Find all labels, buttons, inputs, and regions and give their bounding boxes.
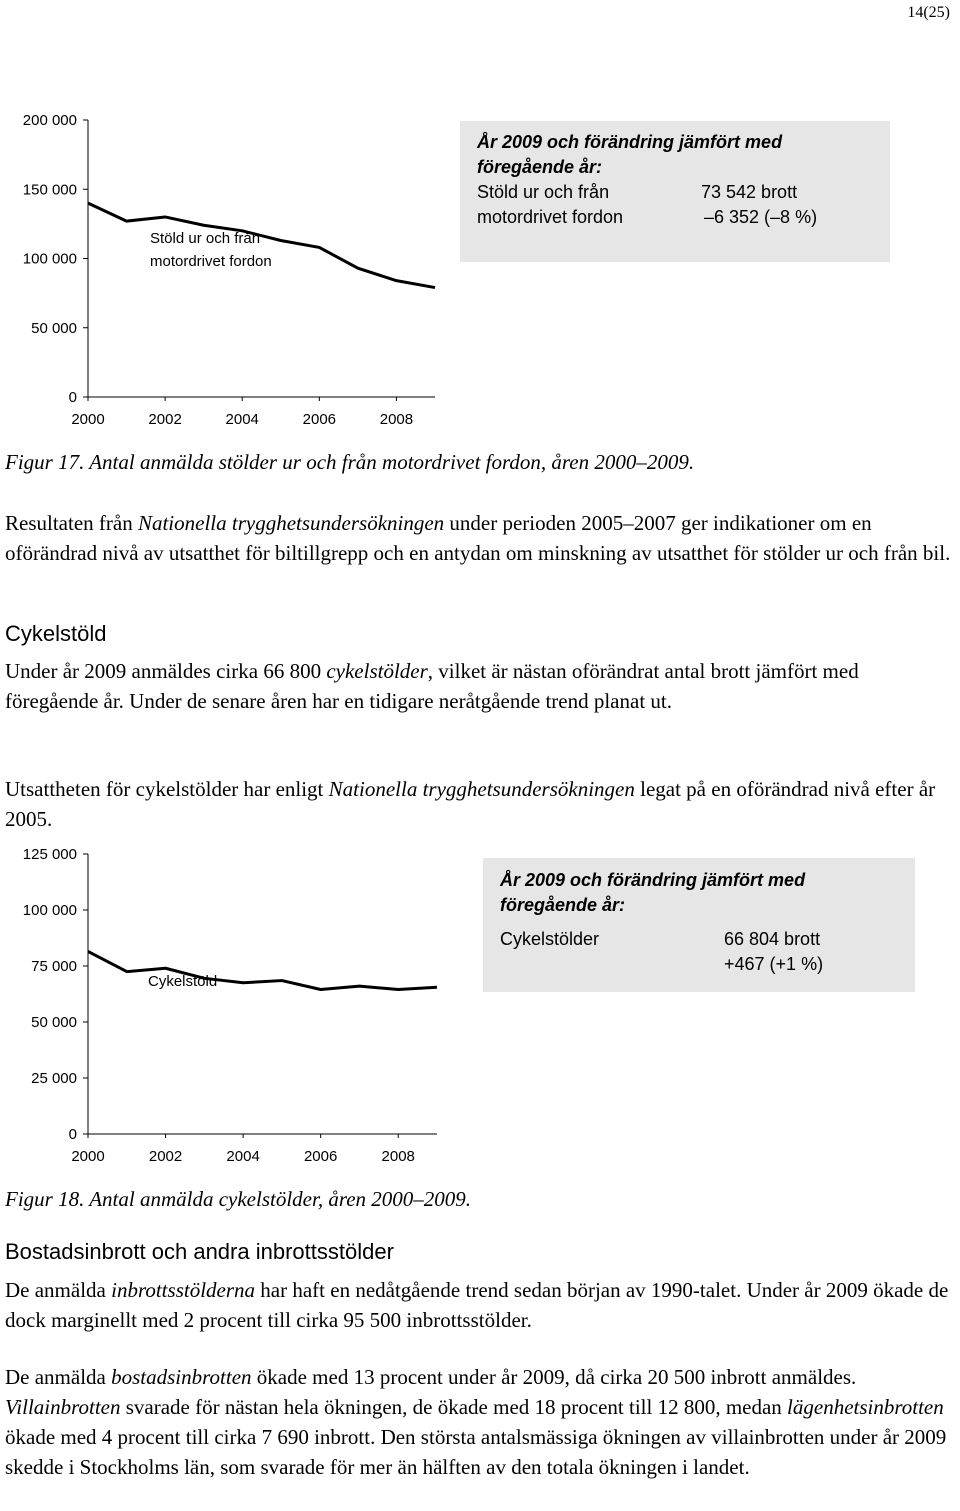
x-tick-label: 2004 bbox=[226, 1148, 260, 1165]
p1-survey-name: Nationella trygghetsundersökningen bbox=[137, 511, 445, 535]
summary-label-line2: motordrivet fordon bbox=[477, 207, 624, 227]
p5-text-g: ökade med 4 procent till cirka 7 690 inbrott. Den största antalsmässiga ökningen av villainbrotten under år 2009 skedde i Stockholms län, som svarade för mer än hälften av den totala ökningen i landet. bbox=[5, 1425, 947, 1479]
p2-text-c: , vilket är nästan oförändrat antal brott jämfört med föregående år. Under de senare åren har en tidigare neråtgående trend planat ut. bbox=[5, 659, 859, 713]
page-number: 14(25) bbox=[907, 4, 950, 21]
summary-value bbox=[724, 927, 823, 977]
summary-value-line2: –6 352 (–8 %) bbox=[704, 207, 818, 227]
p5-text-e: svarade för nästan hela ökningen, de ökade med 18 procent till 12 800, medan bbox=[120, 1395, 788, 1419]
p1-text-c: under perioden 2005–2007 ger indikationer om en oförändrad nivå av utsatthet för biltillgrepp och en antydan om minskning av utsatthet för stölder ur och från bil. bbox=[5, 511, 951, 565]
series-label-bicycle-theft: Cykelstöld bbox=[148, 973, 218, 990]
x-tick-label: 2004 bbox=[225, 411, 259, 428]
p1-text-a: Resultaten från bbox=[5, 511, 138, 535]
y-tick-label: 75 000 bbox=[31, 958, 77, 975]
y-tick-label: 100 000 bbox=[22, 902, 77, 919]
p5-text-c: ökade med 13 procent under år 2009, då cirka 20 500 inbrott anmäldes. bbox=[251, 1365, 857, 1389]
summary-heading-line2: föregående år: bbox=[477, 157, 603, 177]
summary-heading-line1: År 2009 och förändring jämfört med bbox=[500, 870, 806, 890]
summary-label-line1: Stöld ur och från bbox=[477, 182, 610, 202]
heading-bicycle-theft: Cykelstöld bbox=[5, 621, 107, 646]
p4-text-c: har haft en nedåtgående trend sedan början av 1990-talet. Under år 2009 ökade de dock marginellt med 2 procent till cirka 95 500 inbrottsstölder. bbox=[5, 1278, 949, 1332]
paragraph-burglary-1 bbox=[5, 1275, 955, 1335]
p4-term: inbrottsstölderna bbox=[111, 1278, 256, 1302]
x-tick-label: 2000 bbox=[71, 411, 105, 428]
x-tick-label: 2000 bbox=[71, 1148, 105, 1165]
y-tick-label: 0 bbox=[68, 1126, 77, 1143]
y-tick-label: 25 000 bbox=[31, 1070, 77, 1087]
y-tick-label: 150 000 bbox=[22, 181, 77, 199]
p5-text-a: De anmälda bbox=[5, 1365, 112, 1389]
p2-term: cykelstölder bbox=[326, 659, 428, 683]
summary-heading-line1: År 2009 och förändring jämfört med bbox=[477, 132, 783, 152]
heading-burglary: Bostadsinbrott och andra inbrottsstölder bbox=[5, 1239, 394, 1264]
x-tick-label: 2006 bbox=[302, 411, 337, 428]
summary-value-line1: 73 542 brott bbox=[701, 182, 798, 202]
summary-heading-line2: föregående år: bbox=[500, 895, 626, 915]
summary-value-line1: 66 804 brott bbox=[724, 929, 821, 949]
figure-17-caption: Figur 17. Antal anmälda stölder ur och från motordrivet fordon, åren 2000–2009. bbox=[5, 450, 695, 474]
y-tick-label: 200 000 bbox=[22, 112, 77, 129]
y-tick-label: 125 000 bbox=[22, 846, 77, 863]
x-tick-label: 2008 bbox=[381, 1148, 415, 1165]
summary-row bbox=[500, 927, 898, 977]
p3-survey-name: Nationella trygghetsundersökningen bbox=[328, 777, 635, 801]
paragraph-burglary-2 bbox=[5, 1362, 955, 1482]
y-tick-label: 0 bbox=[68, 389, 77, 406]
x-tick-label: 2008 bbox=[379, 411, 414, 428]
p5-term-villa: Villainbrotten bbox=[5, 1395, 121, 1419]
summary-label: Cykelstölder bbox=[500, 929, 600, 949]
series-label-line2: motordrivet fordon bbox=[150, 253, 272, 270]
p5-term-bostad: bostadsinbrotten bbox=[111, 1365, 252, 1389]
x-tick-label: 2006 bbox=[303, 1148, 338, 1165]
p2-text-a: Under år 2009 anmäldes cirka 66 800 bbox=[5, 659, 327, 683]
p5-term-lagenhet: lägenhetsinbrotten bbox=[787, 1395, 944, 1419]
p3-text-a: Utsattheten för cykelstölder har enligt bbox=[5, 777, 329, 801]
y-tick-label: 100 000 bbox=[22, 250, 77, 268]
series-label-line1: Stöld ur och från bbox=[150, 230, 261, 247]
summary-value-line2: +467 (+1 %) bbox=[724, 954, 824, 974]
p4-text-a: De anmälda bbox=[5, 1278, 112, 1302]
figure-18-caption: Figur 18. Antal anmälda cykelstölder, åren 2000–2009. bbox=[5, 1187, 472, 1211]
y-tick-label: 50 000 bbox=[31, 1014, 77, 1031]
y-tick-label: 50 000 bbox=[31, 319, 77, 337]
x-tick-label: 2002 bbox=[148, 411, 182, 428]
x-tick-label: 2002 bbox=[148, 1148, 183, 1165]
p3-text-c: legat på en oförändrad nivå efter år 2005. bbox=[5, 777, 936, 831]
summary-heading bbox=[500, 868, 898, 918]
summary-box-bicycle-theft bbox=[483, 858, 915, 992]
series-line bbox=[88, 951, 437, 989]
